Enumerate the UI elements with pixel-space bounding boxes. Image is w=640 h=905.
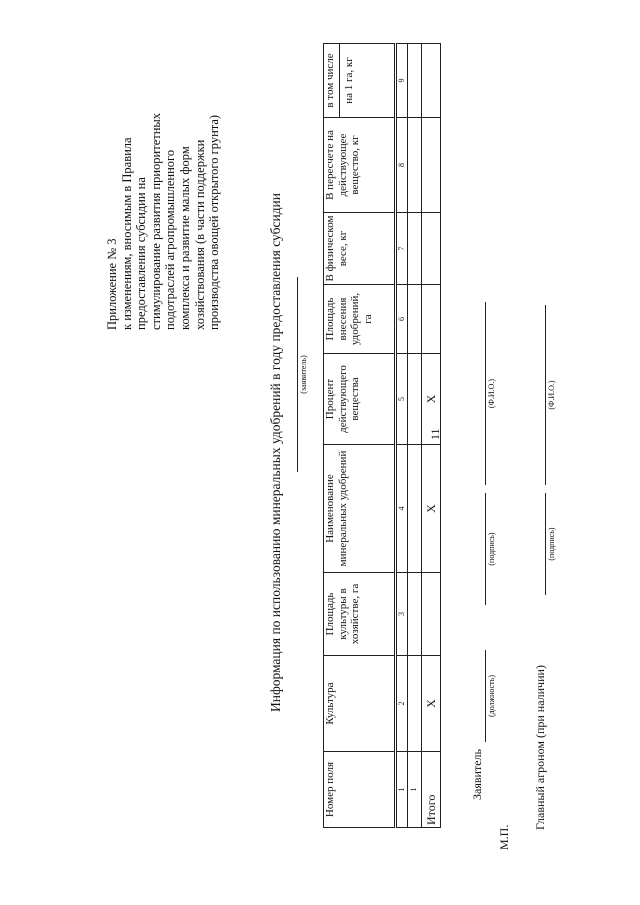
table-cell (422, 118, 441, 213)
appendix-line: хозяйствования (в части поддержки (192, 139, 207, 330)
appendix-line: комплекса и развитие малых форм (177, 146, 192, 330)
agronomist-fio-caption: (Ф.И.О.) (547, 380, 556, 410)
column-number: 8 (396, 118, 408, 213)
appendix-line: к изменениям, вносимым в Правила (119, 137, 134, 330)
appendix-line: подотраслей агропромышленного (163, 149, 178, 330)
total-row (422, 44, 441, 828)
column-number: 7 (396, 213, 408, 285)
column-numbers-row (396, 44, 408, 828)
table-cell (408, 354, 422, 445)
total-cell-percent: Х (422, 354, 441, 445)
table-cell (422, 44, 441, 118)
header-per-hectare-top: в том числе (324, 44, 340, 117)
table-cell (408, 445, 422, 573)
agronomist-label: Главный агроном (при наличии) (533, 665, 547, 830)
header-active-substance: В пересчете на действующее вещество, кг (324, 118, 396, 213)
table-cell (422, 213, 441, 285)
position-line (485, 650, 486, 742)
applicant-name-line (297, 277, 298, 472)
column-number: 4 (396, 445, 408, 573)
header-active-percent: Процент действующего вещества (324, 354, 396, 445)
table-cell (408, 573, 422, 656)
header-physical-weight: В физическом весе, кг (324, 213, 396, 285)
table-cell (408, 118, 422, 213)
table-header-row (324, 44, 396, 828)
agronomist-signature-line (545, 493, 546, 595)
column-number: 9 (396, 44, 408, 118)
appendix-header (105, 40, 222, 330)
position-caption: (должность) (487, 675, 496, 717)
appendix-line: производства овощей открытого грунта) (207, 114, 222, 330)
table-row (408, 44, 422, 828)
page-number: 11 (428, 428, 442, 440)
header-crop: Культура (324, 656, 396, 752)
total-label: Итого (422, 752, 441, 828)
column-number: 1 (396, 752, 408, 828)
appendix-line: Приложение № 3 (105, 238, 119, 330)
table-cell (422, 573, 441, 656)
header-crop-area: Площадь культуры в хозяйстве, га (324, 573, 396, 656)
column-number: 6 (396, 285, 408, 354)
table-cell (422, 285, 441, 354)
stamp-label: М.П. (497, 824, 511, 850)
table-cell (408, 285, 422, 354)
document-title: Информация по использованию минеральных удобрений в году предоставления субсидии (268, 192, 283, 713)
header-fertilizer-name: Наименование минеральных удобрений (324, 445, 396, 573)
row-number: 1 (408, 752, 422, 828)
fertilizer-table (323, 43, 441, 828)
signature-line (485, 493, 486, 605)
column-number: 5 (396, 354, 408, 445)
applicant-caption: (заявитель) (299, 355, 308, 394)
fio-caption: (Ф.И.О.) (487, 378, 496, 409)
header-field-number: Номер поля (324, 752, 396, 828)
total-cell-crop: Х (422, 656, 441, 752)
header-application-area: Площадь внесения удобрений, га (324, 285, 396, 354)
appendix-line: предоставления субсидии на (134, 177, 149, 330)
column-number: 2 (396, 656, 408, 752)
table-cell (408, 213, 422, 285)
table-cell (408, 656, 422, 752)
header-per-hectare (324, 44, 396, 118)
fio-line (485, 302, 486, 485)
applicant-label: Заявитель (470, 749, 484, 800)
signature-caption: (подпись) (487, 532, 496, 566)
total-cell-fertilizer: Х (422, 445, 441, 573)
table-cell (408, 44, 422, 118)
appendix-line: стимулирование развития приоритетных (148, 112, 163, 330)
column-number: 3 (396, 573, 408, 656)
agronomist-fio-line (545, 305, 546, 485)
header-per-hectare-bottom: на 1 га, кг (342, 57, 355, 104)
agronomist-signature-caption: (подпись) (547, 527, 556, 561)
